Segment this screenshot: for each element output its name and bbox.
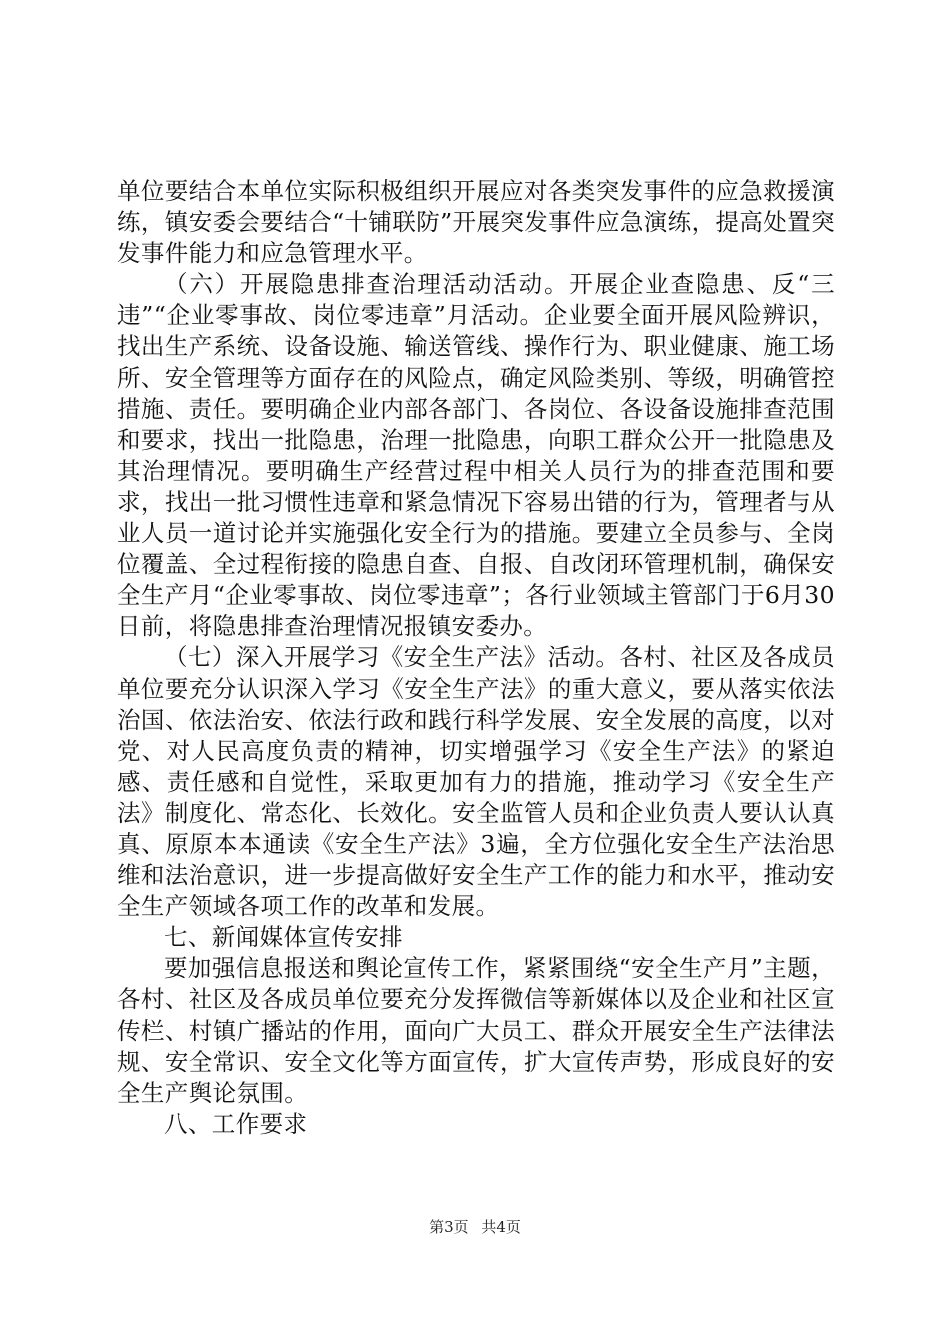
section-heading-requirements: 八、工作要求 bbox=[164, 1109, 308, 1138]
paragraph-drill-continuation: 单位要结合本单位实际积极组织开展应对各类突发事件的应急救援演练，镇安委会要结合“十铺联防”开展突发事件应急演练，提高处置突发事件能力和应急管理水平。 bbox=[117, 177, 835, 268]
paragraph-safety-law-study: （七）深入开展学习《安全生产法》活动。各村、社区及各成员单位要充分认识深入学习《安全生产法》的重大意义，要从落实依法治国、依法治安、依法行政和践行科学发展、安全发展的高度，以对党、对人民高度负责的精神，切实增强学习《安全生产法》的紧迫感、责任感和自觉性，采取更加有力的措施，推动学习《安全生产法》制度化、常态化、长效化。安全监管人员和企业负责人要认认真真、原原本本通读《安全生产法》3遍，全方位强化安全生产法治思维和法治意识，进一步提高做好安全生产工作的能力和水平，推动安全生产领域各项工作的改革和发展。 bbox=[117, 643, 835, 921]
section-heading-media: 七、新闻媒体宣传安排 bbox=[164, 923, 403, 952]
page-total: 共4页 bbox=[481, 1218, 521, 1236]
page-number: 第3页 bbox=[429, 1218, 469, 1236]
paragraph-hazard-inspection: （六）开展隐患排查治理活动活动。开展企业查隐患、反“三违”“企业零事故、岗位零违章”月活动。企业要全面开展风险辨识，找出生产系统、设备设施、输送管线、操作行为、职业健康、施工场所、安全管理等方面存在的风险点，确定风险类别、等级，明确管控措施、责任。要明确企业内部各部门、各岗位、各设备设施排查范围和要求，找出一批隐患，治理一批隐患，向职工群众公开一批隐患及其治理情况。要明确生产经营过程中相关人员行为的排查范围和要求，找出一批习惯性违章和紧急情况下容易出错的行为，管理者与从业人员一道讨论并实施强化安全行为的措施。要建立全员参与、全岗位覆盖、全过程衔接的隐患自查、自报、自改闭环管理机制，确保安全生产月“企业零事故、岗位零违章”；各行业领域主管部门于6月30日前，将隐患排查治理情况报镇安委办。 bbox=[117, 270, 835, 641]
page-footer bbox=[0, 1217, 950, 1237]
document-body bbox=[117, 176, 835, 1140]
paragraph-media-publicity: 要加强信息报送和舆论宣传工作，紧紧围绕“安全生产月”主题，各村、社区及各成员单位要充分发挥微信等新媒体以及企业和社区宣传栏、村镇广播站的作用，面向广大员工、群众开展安全生产法律法规、安全常识、安全文化等方面宣传，扩大宣传声势，形成良好的安全生产舆论氛围。 bbox=[117, 954, 835, 1107]
